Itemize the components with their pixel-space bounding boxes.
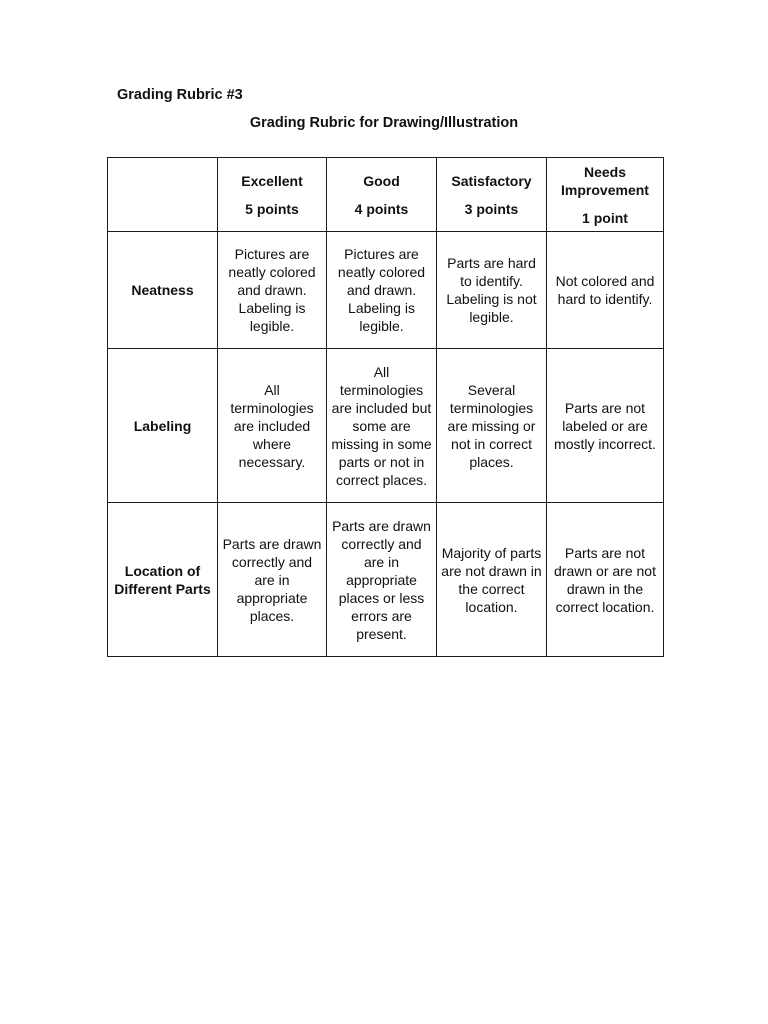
- corner-cell: [108, 158, 218, 232]
- rubric-cell: Majority of parts are not drawn in the correct location.: [437, 503, 547, 657]
- rubric-cell: Several terminologies are missing or not in correct places.: [437, 349, 547, 503]
- criterion-row-neatness: [108, 232, 664, 349]
- level-header-needs-improvement: [547, 158, 664, 232]
- criterion-row-location: [108, 503, 664, 657]
- rubric-cell: Parts are drawn correctly and are in appropriate places.: [218, 503, 327, 657]
- level-name: Excellent: [241, 172, 303, 189]
- level-points: 1 point: [582, 209, 628, 226]
- level-header-good: [327, 158, 437, 232]
- rubric-cell: Pictures are neatly colored and drawn. Labeling is legible.: [327, 232, 437, 349]
- rubric-cell: Parts are not drawn or are not drawn in the correct location.: [547, 503, 664, 657]
- level-name: Good: [363, 172, 400, 189]
- rubric-cell: Parts are hard to identify. Labeling is not legible.: [437, 232, 547, 349]
- criterion-label: Location of Different Parts: [108, 503, 218, 657]
- rubric-cell: Pictures are neatly colored and drawn. Labeling is legible.: [218, 232, 327, 349]
- rubric-cell: All terminologies are included where necessary.: [218, 349, 327, 503]
- rubric-table: [107, 157, 664, 657]
- document-title: Grading Rubric for Drawing/Illustration: [249, 115, 519, 131]
- criterion-label: Neatness: [108, 232, 218, 349]
- level-points: 5 points: [245, 200, 299, 217]
- level-header-excellent: [218, 158, 327, 232]
- level-points: 3 points: [464, 200, 519, 217]
- rubric-cell: Parts are not labeled or are mostly incorrect.: [547, 349, 664, 503]
- rubric-cell: Not colored and hard to identify.: [547, 232, 664, 349]
- level-name: Needs Improvement: [561, 163, 649, 198]
- level-points: 4 points: [354, 200, 409, 217]
- criterion-label: Labeling: [108, 349, 218, 503]
- level-name: Satisfactory: [451, 172, 532, 189]
- level-header-satisfactory: [437, 158, 547, 232]
- document-label: Grading Rubric #3: [117, 87, 243, 103]
- rubric-cell: All terminologies are included but some are missing in some parts or not in correct places.: [327, 349, 437, 503]
- rubric-cell: Parts are drawn correctly and are in appropriate places or less errors are present.: [327, 503, 437, 657]
- criterion-row-labeling: [108, 349, 664, 503]
- header-row: [108, 158, 664, 232]
